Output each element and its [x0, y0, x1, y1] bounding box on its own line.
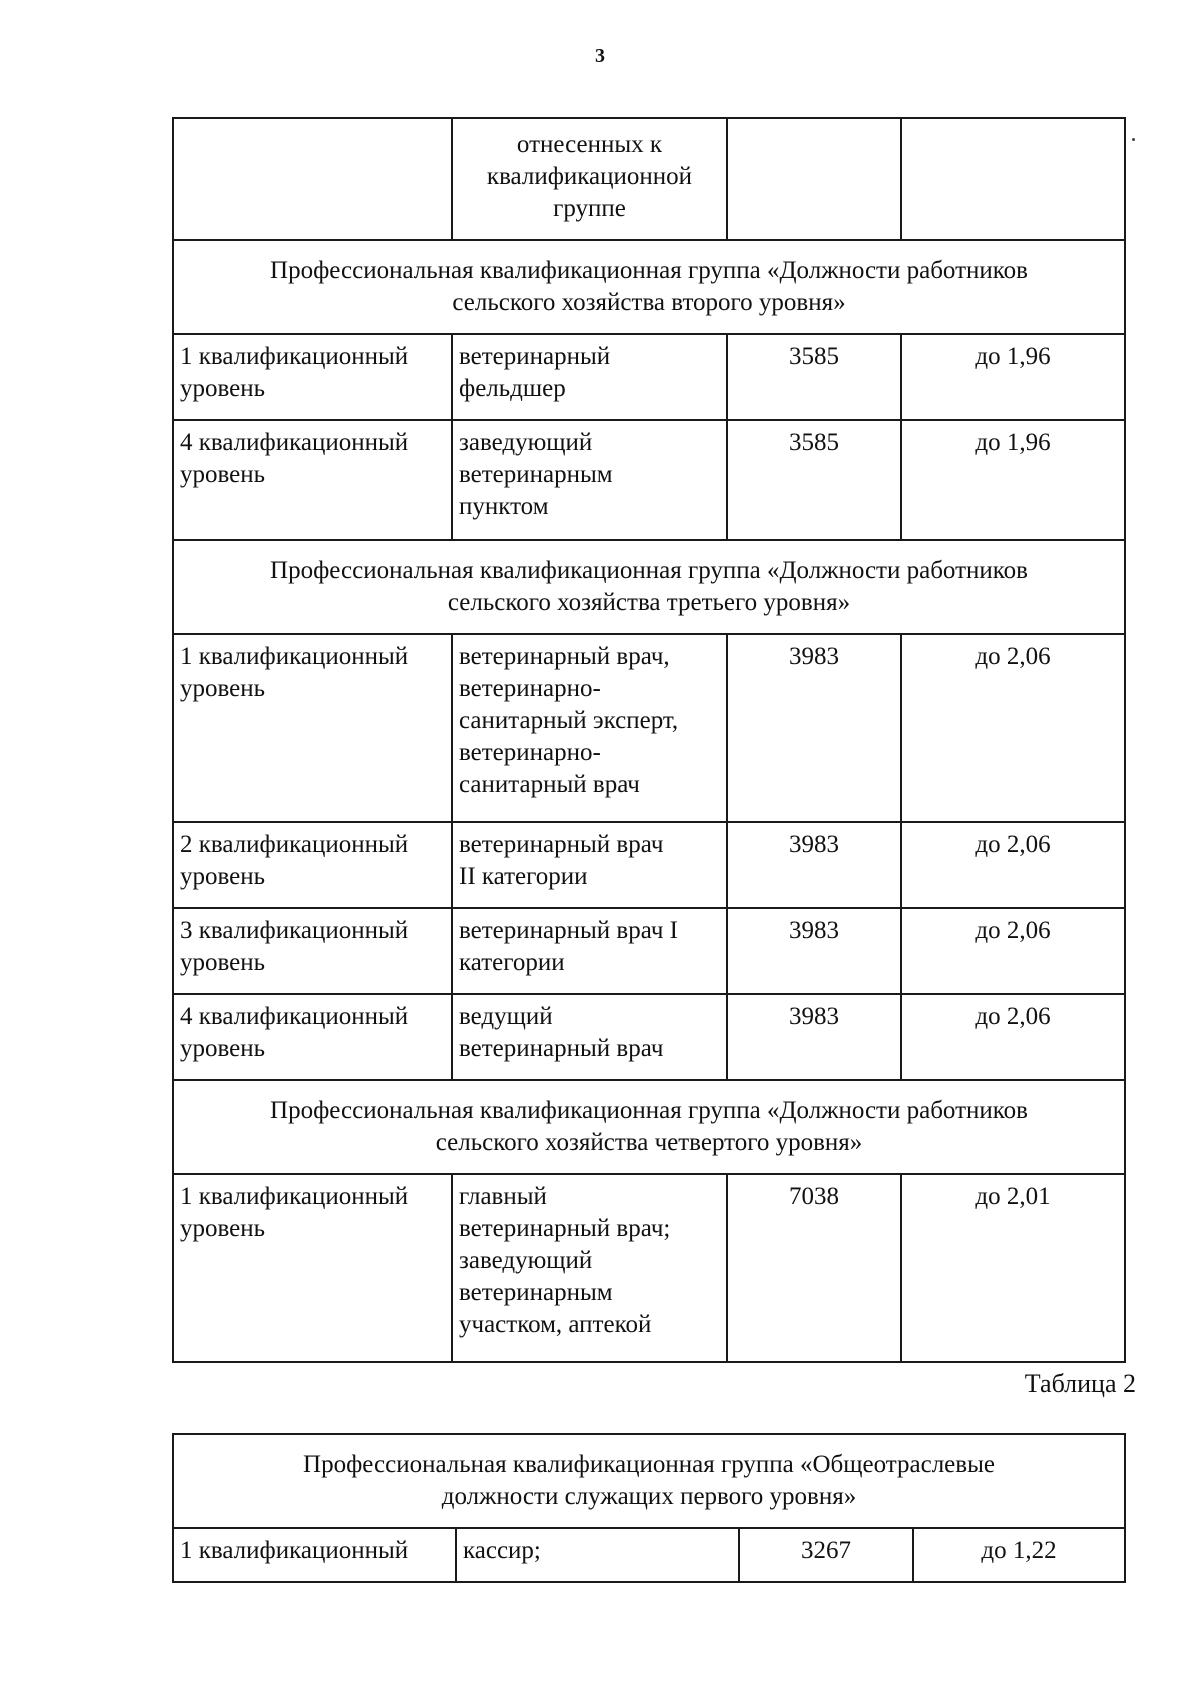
position-names-line: ветеринарный врач: [459, 1035, 664, 1062]
qualification-level: [173, 634, 452, 822]
header-fragment-cell-line: квалификационной: [486, 163, 693, 190]
qualification-level-line: уровень: [180, 1215, 266, 1242]
position-names-line: ветеринарно-: [459, 675, 601, 702]
position-names-line: ветеринарным: [459, 1279, 613, 1306]
position-names-line: заведующий: [459, 1247, 593, 1274]
position-names: [452, 334, 727, 420]
group-title-line: Профессиональная квалификационная группа «Должности работников: [270, 257, 1028, 284]
qualification-level: [173, 1174, 452, 1362]
position-names-line: ветеринарно-: [459, 739, 601, 766]
scan-speck: [1132, 138, 1135, 141]
qualification-level-line: 1 квалификационный: [180, 1537, 409, 1564]
qualification-level: [173, 994, 452, 1080]
group-title: [173, 1080, 1125, 1174]
group-title-line: Профессиональная квалификационная группа «Должности работников: [270, 557, 1028, 584]
qualification-level-line: 1 квалификационный: [180, 1183, 409, 1210]
raising-coefficient: до 1,96: [901, 334, 1125, 420]
qualification-level: [173, 334, 452, 420]
table-row: [173, 994, 1125, 1080]
position-names: [456, 1528, 739, 1582]
raising-coefficient: до 2,06: [901, 908, 1125, 994]
base-salary: 3983: [727, 908, 901, 994]
group-title-line: сельского хозяйства третьего уровня»: [447, 589, 851, 616]
salary-table-2: [172, 1433, 1126, 1583]
raising-coefficient: до 1,22: [913, 1528, 1125, 1582]
position-names: [452, 994, 727, 1080]
empty-cell: [901, 118, 1125, 240]
position-names: [452, 822, 727, 908]
position-names-line: ведущий: [459, 1003, 553, 1030]
position-names-line: ветеринарный врач;: [459, 1215, 671, 1242]
table-row: [173, 908, 1125, 994]
position-names-line: ветеринарный врач I: [459, 917, 678, 944]
raising-coefficient: до 1,96: [901, 420, 1125, 540]
qualification-level-line: уровень: [180, 863, 266, 890]
position-names: [452, 908, 727, 994]
base-salary: 3585: [727, 420, 901, 540]
empty-cell: [173, 118, 452, 240]
position-names: [452, 420, 727, 540]
table-header-fragment-row: [173, 118, 1125, 240]
position-names-line: ветеринарным: [459, 461, 613, 488]
header-fragment-cell-line: группе: [553, 195, 626, 222]
base-salary: 3983: [727, 822, 901, 908]
group-title-row: [173, 240, 1125, 334]
table-row: [173, 822, 1125, 908]
position-names-line: фельдшер: [459, 375, 566, 402]
table-2-caption: Таблица 2: [1024, 1369, 1136, 1398]
table-row: [173, 334, 1125, 420]
qualification-level-line: уровень: [180, 461, 266, 488]
group-title-row: [173, 1080, 1125, 1174]
qualification-level-line: уровень: [180, 1035, 266, 1062]
qualification-level-line: уровень: [180, 375, 266, 402]
position-names-line: пунктом: [459, 493, 549, 520]
position-names: [452, 1174, 727, 1362]
position-names-line: II категории: [459, 863, 588, 890]
base-salary: 3983: [727, 994, 901, 1080]
qualification-level: [173, 822, 452, 908]
salary-table-1: [172, 117, 1126, 1363]
empty-cell: [727, 118, 901, 240]
group-title: [173, 540, 1125, 634]
raising-coefficient: до 2,01: [901, 1174, 1125, 1362]
qualification-level: [173, 1528, 456, 1582]
position-names-line: санитарный врач: [459, 771, 640, 798]
base-salary: 3585: [727, 334, 901, 420]
qualification-level-line: 1 квалификационный: [180, 643, 409, 670]
position-names-line: ветеринарный врач,: [459, 643, 670, 670]
qualification-level-line: уровень: [180, 949, 266, 976]
group-title: [173, 240, 1125, 334]
group-title-line: сельского хозяйства четвертого уровня»: [435, 1129, 863, 1156]
table-row: [173, 1174, 1125, 1362]
qualification-level: [173, 908, 452, 994]
base-salary: 3983: [727, 634, 901, 822]
qualification-level-line: 3 квалификационный: [180, 917, 409, 944]
position-names: [452, 634, 727, 822]
page-number: 3: [595, 45, 605, 67]
group-title: [173, 1434, 1125, 1528]
position-names-line: заведующий: [459, 429, 593, 456]
position-names-line: ветеринарный врач: [459, 831, 664, 858]
qualification-level-line: 4 квалификационный: [180, 1003, 409, 1030]
base-salary: 7038: [727, 1174, 901, 1362]
group-title-line: должности служащих первого уровня»: [441, 1483, 857, 1510]
base-salary: 3267: [739, 1528, 913, 1582]
position-names-line: санитарный эксперт,: [459, 707, 679, 734]
position-names-line: главный: [459, 1183, 547, 1210]
group-title-row: [173, 540, 1125, 634]
table-row: [173, 420, 1125, 540]
position-names-line: участком, аптекой: [459, 1311, 652, 1338]
group-title-row: [173, 1434, 1125, 1528]
qualification-level-line: уровень: [180, 675, 266, 702]
raising-coefficient: до 2,06: [901, 822, 1125, 908]
raising-coefficient: до 2,06: [901, 634, 1125, 822]
group-title-line: сельского хозяйства второго уровня»: [452, 289, 846, 316]
qualification-level-line: 2 квалификационный: [180, 831, 409, 858]
qualification-level-line: 4 квалификационный: [180, 429, 409, 456]
raising-coefficient: до 2,06: [901, 994, 1125, 1080]
group-title-line: Профессиональная квалификационная группа «Общеотраслевые: [303, 1451, 995, 1478]
header-fragment-cell: [452, 118, 727, 240]
qualification-level-line: 1 квалификационный: [180, 343, 409, 370]
position-names-line: ветеринарный: [459, 343, 611, 370]
qualification-level: [173, 420, 452, 540]
group-title-line: Профессиональная квалификационная группа «Должности работников: [270, 1097, 1028, 1124]
position-names-line: категории: [459, 949, 565, 976]
header-fragment-cell-line: отнесенных к: [516, 131, 663, 158]
table-row: [173, 1528, 1125, 1582]
position-names-line: кассир;: [463, 1537, 541, 1564]
table-row: [173, 634, 1125, 822]
